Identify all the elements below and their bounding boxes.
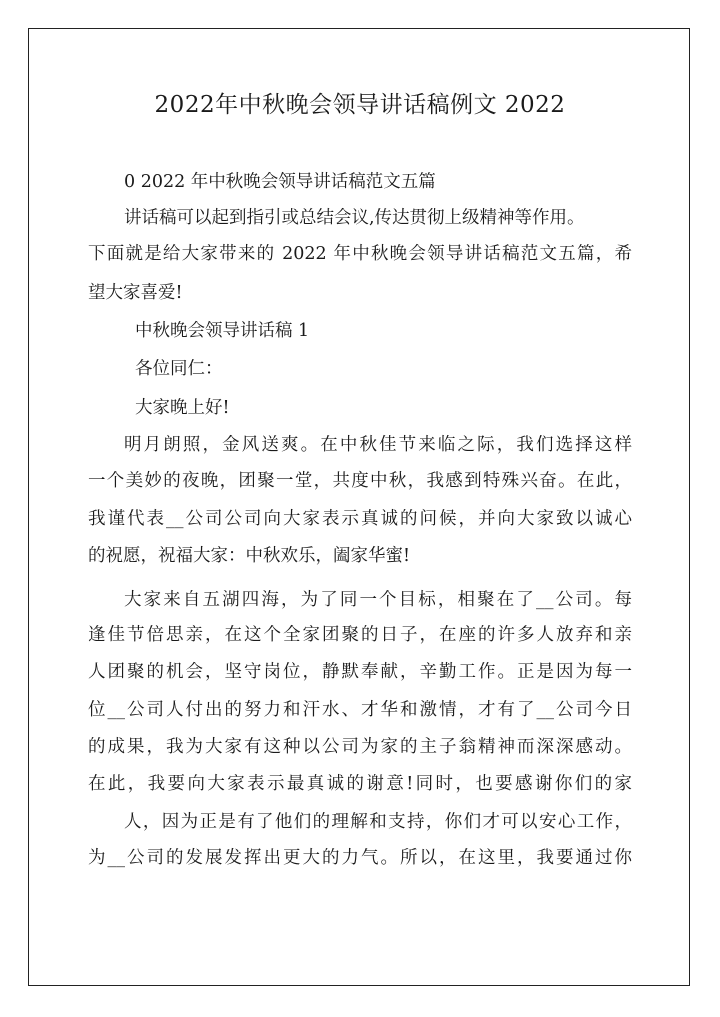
body-line: 逢佳节倍思亲，在这个全家团聚的日子，在座的许多人放弃和亲 — [88, 625, 632, 645]
salutation: 各位同仁： — [135, 359, 223, 379]
body-line: 位__公司人付出的努力和汗水、才华和激情，才有了__公司今日 — [88, 700, 632, 720]
body-line: 讲话稿可以起到指引或总结会议,传达贯彻上级精神等作用。 — [124, 208, 585, 228]
body-line: 我谨代表__公司公司向大家表示真诚的问候，并向大家致以诚心 — [88, 509, 632, 529]
body-line: 大家来自五湖四海，为了同一个目标，相聚在了__公司。每 — [124, 590, 632, 610]
body-line: 望大家喜爱! — [88, 283, 183, 303]
body-line: 为__公司的发展发挥出更大的力气。所以，在这里，我要通过你 — [88, 848, 632, 868]
body-line: 明月朗照，金风送爽。在中秋佳节来临之际，我们选择这样 — [124, 435, 632, 455]
body-line: 人，因为正是有了他们的理解和支持，你们才可以安心工作， — [124, 812, 632, 832]
subtitle-line: 0 2022 年中秋晚会领导讲话稿范文五篇 — [124, 172, 436, 192]
section-heading: 中秋晚会领导讲话稿 1 — [135, 321, 310, 341]
body-line: 在此，我要向大家表示最真诚的谢意!同时，也要感谢你们的家 — [88, 774, 632, 794]
body-line: 的成果，我为大家有这种以公司为家的主子翁精神而深深感动。 — [88, 737, 632, 757]
document-title: 2022年中秋晚会领导讲话稿例文 2022 — [154, 92, 566, 118]
body-line: 一个美妙的夜晚，团聚一堂，共度中秋，我感到特殊兴奋。在此， — [88, 471, 632, 491]
body-line: 下面就是给大家带来的 2022 年中秋晚会领导讲话稿范文五篇，希 — [88, 244, 632, 264]
greeting: 大家晚上好! — [135, 398, 230, 418]
body-line: 人团聚的机会，坚守岗位，静默奉献，辛勤工作。正是因为每一 — [88, 662, 632, 682]
body-line: 的祝愿，祝福大家：中秋欢乐，阖家华蜜! — [88, 546, 411, 566]
